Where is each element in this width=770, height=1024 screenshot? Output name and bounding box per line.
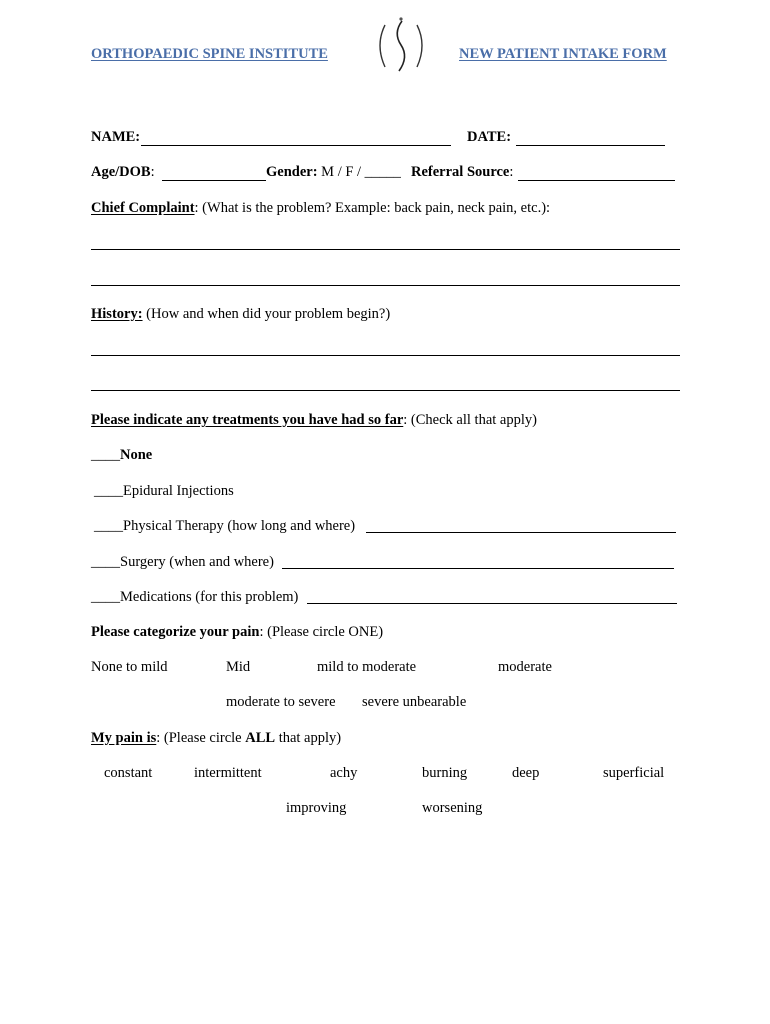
- treatment-item-surgery[interactable]: ____Surgery (when and where): [91, 554, 274, 570]
- date-label: DATE:: [467, 129, 512, 145]
- pain-option-moderate-to-severe[interactable]: moderate to severe: [226, 694, 336, 710]
- pain-category-label: Please categorize your pain: [91, 624, 260, 640]
- chief-complaint-prompt: : (What is the problem? Example: back pain, neck pain, etc.):: [194, 200, 551, 216]
- pain-option-mild-to-moderate[interactable]: mild to moderate: [317, 659, 417, 675]
- pain-quality-worsening[interactable]: worsening: [422, 800, 483, 816]
- surgery-field[interactable]: [282, 568, 674, 569]
- pain-quality-intermittent[interactable]: intermittent: [194, 765, 262, 781]
- history-heading: [91, 306, 390, 323]
- treatment-item-none[interactable]: ____None: [91, 447, 153, 463]
- spine-logo-icon: [373, 15, 429, 73]
- history-line-1[interactable]: [91, 355, 680, 356]
- chief-complaint-line-1[interactable]: [91, 249, 680, 250]
- pain-quality-superficial[interactable]: superficial: [603, 765, 665, 781]
- treatments-prompt: : (Check all that apply): [403, 412, 537, 428]
- name-field[interactable]: [141, 145, 451, 146]
- gender-label: Gender:: [266, 164, 318, 180]
- pain-option-mid[interactable]: Mid: [226, 659, 251, 675]
- treatment-item-physical-therapy[interactable]: ____Physical Therapy (how long and where): [94, 518, 356, 534]
- gender-group: [266, 164, 401, 181]
- pain-option-moderate[interactable]: moderate: [498, 659, 552, 675]
- pain-quality-achy[interactable]: achy: [330, 765, 358, 781]
- history-label: History:: [91, 306, 143, 322]
- treatments-heading: [91, 412, 537, 429]
- medications-field[interactable]: [307, 603, 677, 604]
- age-dob-field[interactable]: [162, 180, 266, 181]
- referral-label: Referral Source:: [411, 164, 514, 180]
- pain-option-severe-unbearable[interactable]: severe unbearable: [362, 694, 467, 710]
- history-prompt: (How and when did your problem begin?): [146, 306, 391, 322]
- pain-is-heading: My pain is: (Please circle ALL that apply): [91, 730, 342, 746]
- pain-option-none-to-mild[interactable]: None to mild: [91, 659, 168, 675]
- form-title: NEW PATIENT INTAKE FORM: [459, 46, 667, 62]
- history-line-2[interactable]: [91, 390, 680, 391]
- physical-therapy-field[interactable]: [366, 532, 676, 533]
- pain-quality-burning[interactable]: burning: [422, 765, 468, 781]
- date-field[interactable]: [516, 145, 665, 146]
- pain-quality-constant[interactable]: constant: [104, 765, 153, 781]
- age-dob-label: Age/DOB:: [91, 164, 155, 180]
- referral-field[interactable]: [518, 180, 675, 181]
- name-label: NAME:: [91, 129, 141, 145]
- treatment-item-epidural[interactable]: ____Epidural Injections: [94, 483, 234, 499]
- pain-is-label: My pain is: [91, 730, 157, 746]
- gender-options[interactable]: M / F / _____: [321, 164, 401, 180]
- pain-category-heading: [91, 624, 383, 641]
- chief-complaint-label: Chief Complaint: [91, 200, 195, 216]
- treatment-item-medications[interactable]: ____Medications (for this problem): [91, 589, 299, 605]
- chief-complaint-line-2[interactable]: [91, 285, 680, 286]
- institute-name: ORTHOPAEDIC SPINE INSTITUTE: [91, 46, 328, 62]
- pain-quality-improving[interactable]: improving: [286, 800, 347, 816]
- pain-quality-deep[interactable]: deep: [512, 765, 540, 781]
- pain-category-prompt: : (Please circle ONE): [259, 624, 384, 640]
- chief-complaint-heading: [91, 200, 550, 217]
- treatments-label: Please indicate any treatments you have had so far: [91, 412, 404, 428]
